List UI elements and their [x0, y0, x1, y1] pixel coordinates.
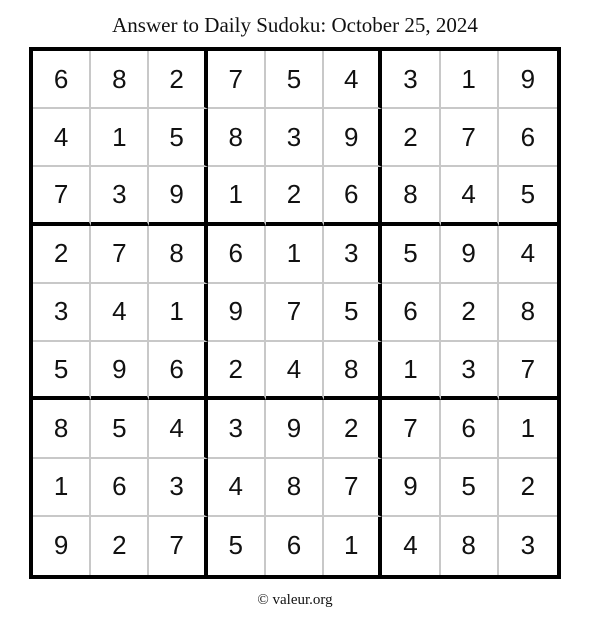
- sudoku-cell-r5-c7: 6: [382, 284, 440, 342]
- sudoku-cell-r2-c5: 3: [266, 109, 324, 167]
- sudoku-cell-r9-c6: 1: [324, 517, 382, 575]
- sudoku-cell-r4-c9: 4: [499, 226, 557, 284]
- sudoku-cell-r2-c2: 1: [91, 109, 149, 167]
- sudoku-cell-r2-c7: 2: [382, 109, 440, 167]
- sudoku-cell-r8-c8: 5: [441, 459, 499, 517]
- sudoku-cell-r6-c2: 9: [91, 342, 149, 400]
- sudoku-cell-r7-c3: 4: [149, 400, 207, 458]
- sudoku-cell-r4-c4: 6: [208, 226, 266, 284]
- sudoku-cell-r2-c6: 9: [324, 109, 382, 167]
- sudoku-cell-r8-c1: 1: [33, 459, 91, 517]
- sudoku-cell-r3-c1: 7: [33, 167, 91, 225]
- sudoku-cell-r1-c3: 2: [149, 51, 207, 109]
- sudoku-cell-r3-c7: 8: [382, 167, 440, 225]
- sudoku-cell-r8-c4: 4: [208, 459, 266, 517]
- sudoku-cell-r2-c4: 8: [208, 109, 266, 167]
- sudoku-cell-r6-c6: 8: [324, 342, 382, 400]
- sudoku-cell-r6-c1: 5: [33, 342, 91, 400]
- sudoku-cell-r7-c9: 1: [499, 400, 557, 458]
- sudoku-board: [29, 47, 561, 579]
- sudoku-cell-r9-c3: 7: [149, 517, 207, 575]
- sudoku-cell-r1-c5: 5: [266, 51, 324, 109]
- sudoku-cell-r4-c5: 1: [266, 226, 324, 284]
- sudoku-cell-r3-c4: 1: [208, 167, 266, 225]
- sudoku-cell-r6-c3: 6: [149, 342, 207, 400]
- sudoku-cell-r7-c2: 5: [91, 400, 149, 458]
- sudoku-cell-r1-c6: 4: [324, 51, 382, 109]
- sudoku-cell-r2-c9: 6: [499, 109, 557, 167]
- sudoku-cell-r7-c6: 2: [324, 400, 382, 458]
- sudoku-cell-r9-c1: 9: [33, 517, 91, 575]
- sudoku-cell-r6-c5: 4: [266, 342, 324, 400]
- sudoku-cell-r9-c8: 8: [441, 517, 499, 575]
- page-title: Answer to Daily Sudoku: October 25, 2024: [112, 13, 478, 37]
- sudoku-cell-r8-c5: 8: [266, 459, 324, 517]
- sudoku-cell-r7-c8: 6: [441, 400, 499, 458]
- sudoku-cell-r4-c3: 8: [149, 226, 207, 284]
- sudoku-cell-r7-c1: 8: [33, 400, 91, 458]
- sudoku-cell-r1-c8: 1: [441, 51, 499, 109]
- sudoku-cell-r5-c1: 3: [33, 284, 91, 342]
- sudoku-cell-r7-c7: 7: [382, 400, 440, 458]
- sudoku-cell-r9-c7: 4: [382, 517, 440, 575]
- sudoku-cell-r8-c9: 2: [499, 459, 557, 517]
- sudoku-cell-r9-c4: 5: [208, 517, 266, 575]
- sudoku-cell-r2-c3: 5: [149, 109, 207, 167]
- sudoku-cell-r4-c6: 3: [324, 226, 382, 284]
- sudoku-cell-r6-c9: 7: [499, 342, 557, 400]
- sudoku-cell-r5-c5: 7: [266, 284, 324, 342]
- sudoku-cell-r4-c2: 7: [91, 226, 149, 284]
- sudoku-cell-r5-c8: 2: [441, 284, 499, 342]
- sudoku-cell-r9-c5: 6: [266, 517, 324, 575]
- sudoku-cell-r4-c7: 5: [382, 226, 440, 284]
- sudoku-cell-r1-c9: 9: [499, 51, 557, 109]
- sudoku-cell-r3-c8: 4: [441, 167, 499, 225]
- sudoku-cell-r8-c3: 3: [149, 459, 207, 517]
- sudoku-cell-r5-c6: 5: [324, 284, 382, 342]
- sudoku-cell-r8-c6: 7: [324, 459, 382, 517]
- sudoku-cell-r8-c2: 6: [91, 459, 149, 517]
- sudoku-cell-r5-c2: 4: [91, 284, 149, 342]
- sudoku-cell-r6-c8: 3: [441, 342, 499, 400]
- sudoku-cell-r3-c9: 5: [499, 167, 557, 225]
- sudoku-cell-r4-c8: 9: [441, 226, 499, 284]
- sudoku-cell-r9-c2: 2: [91, 517, 149, 575]
- sudoku-cell-r4-c1: 2: [33, 226, 91, 284]
- sudoku-cell-r1-c2: 8: [91, 51, 149, 109]
- sudoku-cell-r1-c4: 7: [208, 51, 266, 109]
- sudoku-cell-r3-c2: 3: [91, 167, 149, 225]
- sudoku-cell-r8-c7: 9: [382, 459, 440, 517]
- copyright-footer: © valeur.org: [257, 592, 333, 608]
- sudoku-cell-r6-c7: 1: [382, 342, 440, 400]
- sudoku-cell-r3-c6: 6: [324, 167, 382, 225]
- sudoku-cell-r2-c8: 7: [441, 109, 499, 167]
- sudoku-cell-r7-c4: 3: [208, 400, 266, 458]
- sudoku-cell-r3-c3: 9: [149, 167, 207, 225]
- sudoku-cell-r9-c9: 3: [520, 530, 536, 561]
- sudoku-cell-r1-c7: 3: [382, 51, 440, 109]
- sudoku-cell-r3-c5: 2: [266, 167, 324, 225]
- sudoku-cell-r5-c9: 8: [499, 284, 557, 342]
- sudoku-cell-r5-c3: 1: [149, 284, 207, 342]
- sudoku-cell-r6-c4: 2: [208, 342, 266, 400]
- sudoku-cell-r1-c1: 6: [33, 51, 91, 109]
- sudoku-cell-r2-c1: 4: [33, 109, 91, 167]
- sudoku-cell-r5-c4: 9: [208, 284, 266, 342]
- sudoku-cell-r7-c5: 9: [266, 400, 324, 458]
